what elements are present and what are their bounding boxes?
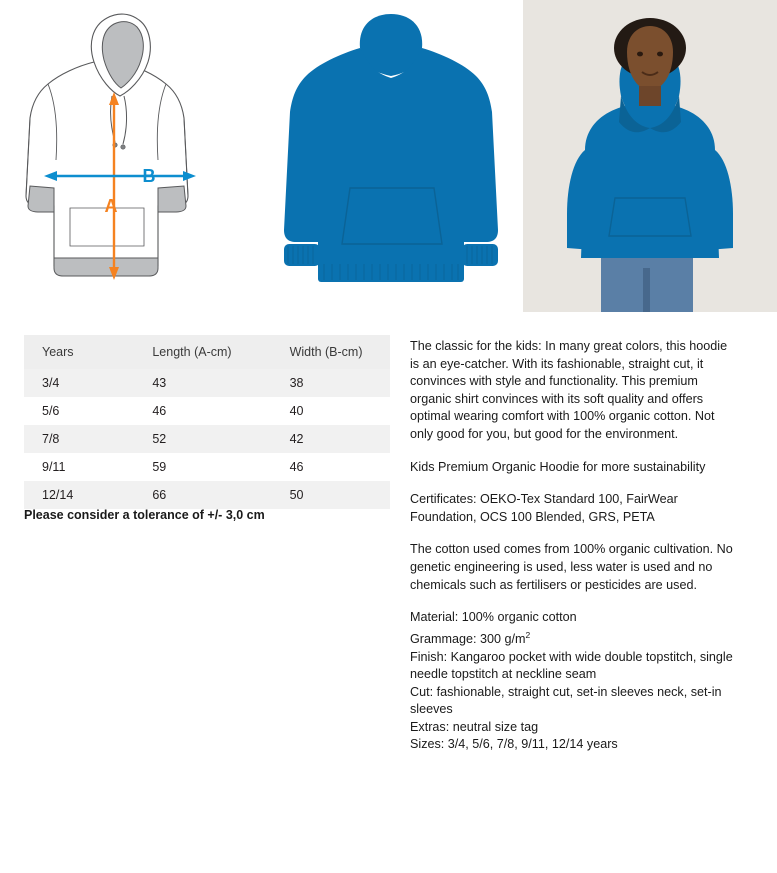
description-extras: Extras: neutral size tag	[410, 719, 539, 734]
cell-years: 5/6	[42, 404, 60, 418]
cuff-left	[284, 244, 320, 266]
hoodie-technical-drawing-icon	[8, 0, 260, 312]
cell-length: 66	[152, 488, 167, 502]
table-row	[24, 425, 390, 453]
description-grammage	[410, 627, 736, 649]
cell-years: 7/8	[42, 432, 60, 446]
description-finish: Finish: Kangaroo pocket with wide double topstitch, single needle topstitch at neckline seam	[410, 649, 733, 682]
cell-length: 46	[152, 404, 167, 418]
product-images-row	[0, 0, 777, 312]
table-row	[24, 453, 390, 481]
cell-years: 12/14	[42, 488, 74, 502]
size-table-header	[24, 335, 390, 369]
tolerance-note: Please consider a tolerance of +/- 3,0 cm	[24, 508, 265, 522]
table-row	[24, 481, 390, 509]
description-intro: The classic for the kids: In many great colors, this hoodie is an eye-catcher. With its fashionable, straight cut, it convinces with style and functionality. This premium organic shirt convinces with its soft quality and offers optimal wearing comfort with 100% organic cotton. Not only good for you, but good for the environment.	[410, 339, 728, 441]
cell-width: 50	[289, 488, 304, 502]
column-header-width: Width (B-cm)	[272, 335, 390, 369]
cell-width: 38	[289, 376, 304, 390]
measure-a-label: A	[104, 196, 118, 216]
grammage-superscript: 2	[525, 629, 531, 640]
column-header-years: Years	[24, 335, 134, 369]
hoodie-flat-front-icon	[262, 0, 520, 312]
description-material: Material: 100% organic cotton	[410, 610, 577, 625]
cell-width: 40	[289, 404, 304, 418]
description-sizes: Sizes: 3/4, 5/6, 7/8, 9/11, 12/14 years	[410, 737, 618, 752]
table-row	[24, 397, 390, 425]
cell-length: 43	[152, 376, 167, 390]
description-sustainability: Kids Premium Organic Hoodie for more sustainability	[410, 459, 706, 474]
cell-length: 52	[152, 432, 167, 446]
cell-width: 46	[289, 460, 304, 474]
size-table	[24, 335, 390, 509]
description-cotton: The cotton used comes from 100% organic cultivation. No genetic engineering is used, less water is used and no chemicals such as fertilisers or pesticides are used.	[410, 542, 733, 592]
table-header-row	[24, 335, 390, 369]
child-model-photo	[523, 0, 777, 312]
cell-years: 3/4	[42, 376, 60, 390]
flat-product-panel	[262, 0, 520, 312]
model-photo-panel	[523, 0, 777, 312]
cuff-left	[28, 186, 54, 212]
cell-length: 59	[152, 460, 167, 474]
description-cut: Cut: fashionable, straight cut, set-in sleeves neck, set-in sleeves	[410, 684, 722, 717]
product-description	[410, 338, 736, 754]
technical-drawing-panel	[8, 0, 260, 312]
column-header-length: Length (A-cm)	[134, 335, 271, 369]
size-table-body	[24, 369, 390, 509]
measure-b-label: B	[142, 166, 156, 186]
cell-width: 42	[289, 432, 304, 446]
hem-band	[54, 258, 158, 276]
grammage-text: Grammage: 300 g/m	[410, 631, 526, 646]
cuff-right	[158, 186, 186, 212]
table-row	[24, 369, 390, 397]
cell-years: 9/11	[42, 460, 66, 474]
description-certificates: Certificates: OEKO-Tex Standard 100, FairWear Foundation, OCS 100 Blended, GRS, PETA	[410, 492, 678, 524]
